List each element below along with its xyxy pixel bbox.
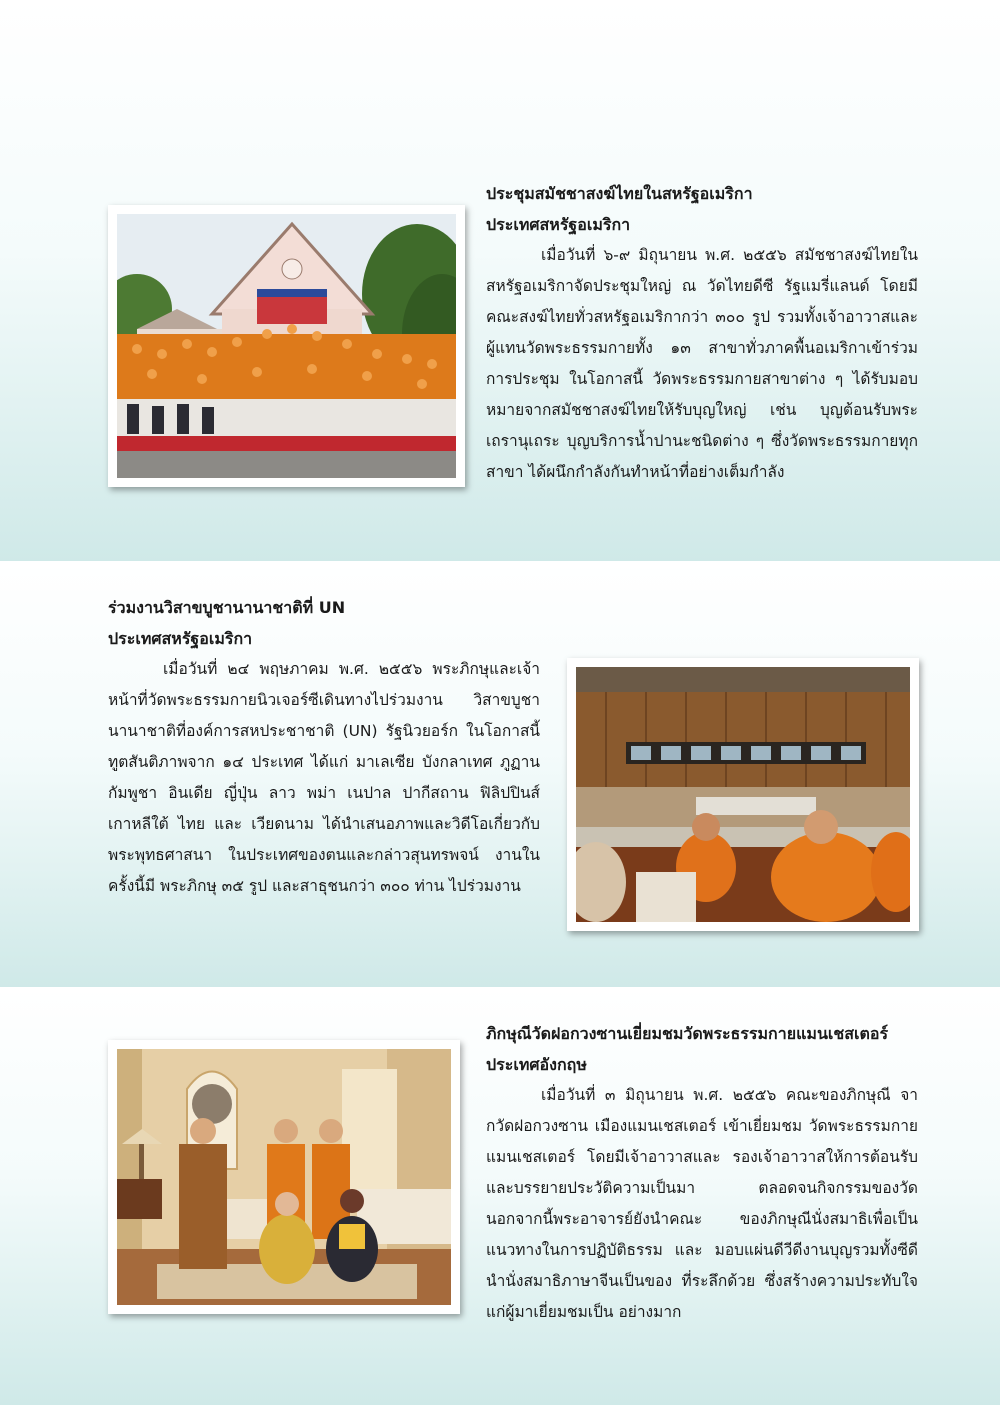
article-3 — [486, 1018, 918, 1328]
photo-un-vesak — [567, 658, 919, 931]
article-country: ประเทศอังกฤษ — [486, 1055, 587, 1074]
article-1 — [486, 178, 918, 488]
photo-manchester-visit — [108, 1040, 460, 1314]
article-2 — [108, 592, 540, 902]
section-divider — [0, 561, 1000, 563]
section-divider — [0, 987, 1000, 989]
article-title: ภิกษุณีวัดฝอกวงซานเยี่ยมชมวัดพระธรรมกายแมนเชสเตอร์ — [486, 1024, 889, 1043]
un-hall-image — [576, 667, 910, 922]
article-country: ประเทศสหรัฐอเมริกา — [486, 215, 631, 234]
monks-assembly-image — [117, 214, 456, 478]
article-body: เมื่อวันที่ ๓ มิถุนายน พ.ศ. ๒๕๕๖ คณะของภิกษุณี จากวัดฝอกวงซาน เมืองแมนเชสเตอร์ เข้าเยี่ยมชม วัดพระธรรมกายแมนเชสเตอร์ โดยมีเจ้าอาวาสและ รองเจ้าอาวาสให้การต้อนรับและบรรยายประวัติความเป็นมา ตลอดจนกิจกรรมของวัด นอกจากนี้พระอาจารย์ยังนำคณะ ของภิกษุณีนั่งสมาธิเพื่อเป็นแนวทางในการปฏิบัติธรรม และ มอบแผ่นดีวีดีงานบุญรวมทั้งซีดีนำนั่งสมาธิภาษาจีนเป็นของ ที่ระลึกด้วย ซึ่งสร้างความประทับใจแก่ผู้มาเยี่ยมชมเป็น อย่างมาก — [486, 1086, 918, 1321]
article-body: เมื่อวันที่ ๒๔ พฤษภาคม พ.ศ. ๒๕๕๖ พระภิกษุและเจ้าหน้าที่วัดพระธรรมกายนิวเจอร์ซีเดินทางไปร่วมงาน วิสาขบูชานานาชาติที่องค์การสหประชาชาติ (UN) รัฐนิวยอร์ก ในโอกาสนี้ทูตสันติภาพจาก ๑๔ ประเทศ ได้แก่ มาเลเซีย บังกลาเทศ ภูฏาน กัมพูชา อินเดีย ญี่ปุ่น ลาว พม่า เนปาล ปากีสถาน ฟิลิปปินส์ เกาหลีใต้ ไทย และ เวียดนาม ได้นำเสนอภาพและวิดีโอเกี่ยวกับพระพุทธศาสนา ในประเทศของตนและกล่าวสุนทรพจน์ งานในครั้งนี้มี พระภิกษุ ๓๕ รูป และสาธุชนกว่า ๓๐๐ ท่าน ไปร่วมงาน — [108, 660, 540, 895]
article-body: เมื่อวันที่ ๖-๙ มิถุนายน พ.ศ. ๒๕๕๖ สมัชชาสงฆ์ไทยในสหรัฐอเมริกาจัดประชุมใหญ่ ณ วัดไทยดีซี รัฐแมรี่แลนด์ โดยมีคณะสงฆ์ไทยทั่วสหรัฐอเมริกากว่า ๓๐๐ รูป รวมทั้งเจ้าอาวาสและผู้แทนวัดพระธรรมกายทั้ง ๑๓ สาขาทั่วภาคพื้นอเมริกาเข้าร่วมการประชุม ในโอกาสนี้ วัดพระธรรมกายสาขาต่าง ๆ ได้รับมอบหมายจากสมัชชาสงฆ์ไทยให้รับบุญใหญ่ เช่น บุญต้อนรับพระเถรานุเถระ บุญบริการน้ำปานะชนิดต่าง ๆ ซึ่งวัดพระธรรมกายทุกสาขา ได้ผนึกกำลังกันทำหน้าที่อย่างเต็มกำลัง — [486, 246, 918, 481]
manchester-room-image — [117, 1049, 451, 1305]
article-title: ประชุมสมัชชาสงฆ์ไทยในสหรัฐอเมริกา — [486, 184, 753, 203]
photo-monks-assembly — [108, 205, 465, 487]
article-title: ร่วมงานวิสาขบูชานานาชาติที่ UN — [108, 598, 346, 617]
article-country: ประเทศสหรัฐอเมริกา — [108, 629, 253, 648]
